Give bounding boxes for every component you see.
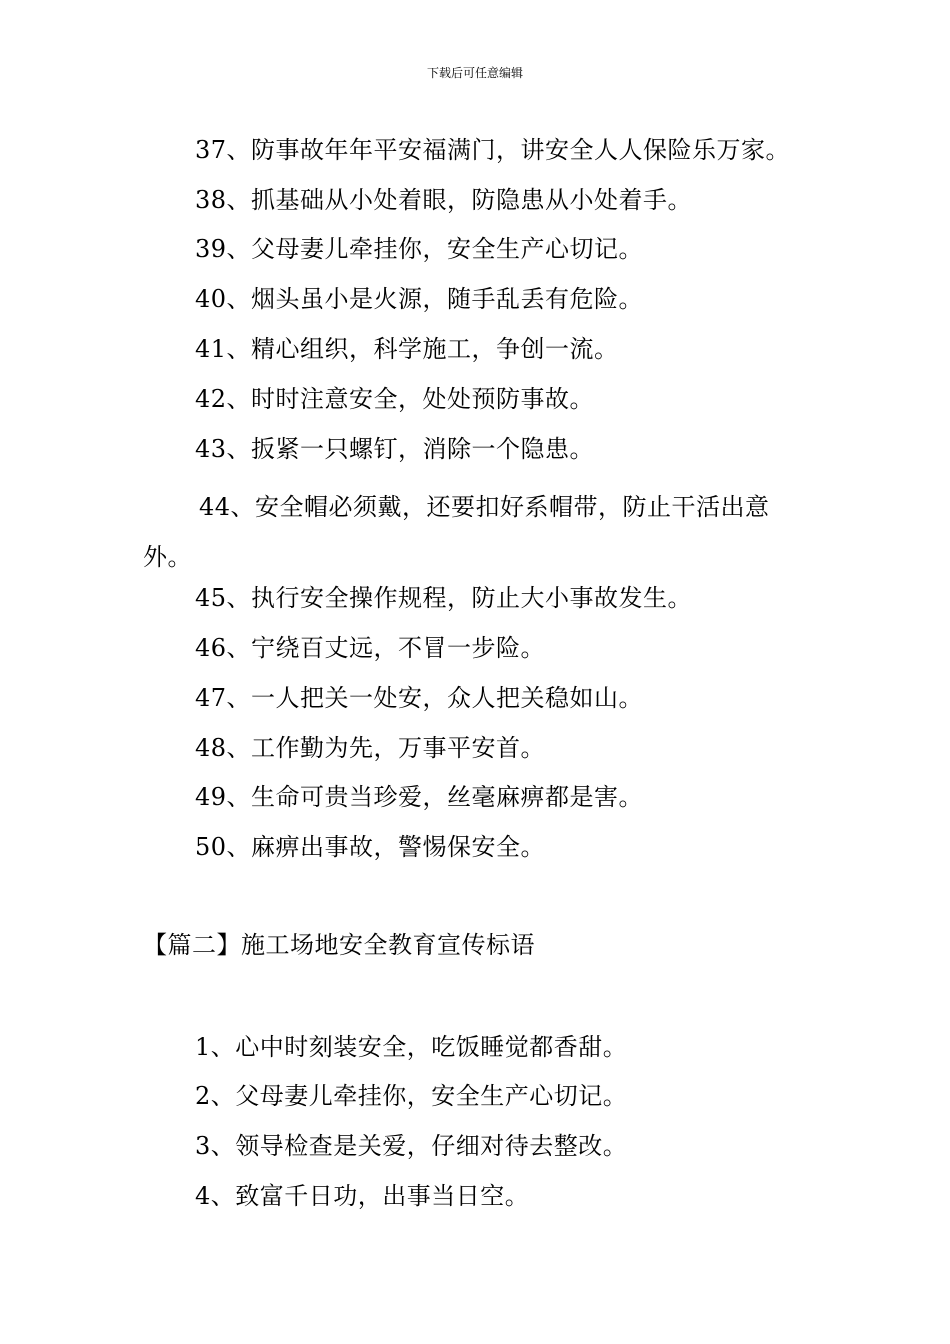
list-item: 40、烟头虽小是火源，随手乱丢有危险。 <box>195 285 644 313</box>
list-item: 38、抓基础从小处着眼，防隐患从小处着手。 <box>195 186 693 214</box>
list-item: 45、执行安全操作规程，防止大小事故发生。 <box>195 584 693 612</box>
list-item: 39、父母妻儿牵挂你，安全生产心切记。 <box>195 235 644 263</box>
list-item: 1、心中时刻装安全，吃饭睡觉都香甜。 <box>195 1033 628 1061</box>
list-item: 49、生命可贵当珍爱，丝毫麻痹都是害。 <box>195 783 644 811</box>
list-item: 37、防事故年年平安福满门，讲安全人人保险乐万家。 <box>195 136 791 164</box>
list-item: 50、麻痹出事故，警惕保安全。 <box>195 833 546 861</box>
list-item: 3、领导检查是关爱，仔细对待去整改。 <box>195 1132 628 1160</box>
list-item: 43、扳紧一只螺钉，消除一个隐患。 <box>195 435 595 463</box>
list-item: 46、宁绕百丈远，不冒一步险。 <box>195 634 546 662</box>
list-item: 44、安全帽必须戴，还要扣好系帽带，防止干活出意外。 <box>143 493 770 571</box>
list-item: 48、工作勤为先，万事平安首。 <box>195 734 546 762</box>
list-item: 41、精心组织，科学施工，争创一流。 <box>195 335 619 363</box>
section-title: 【篇二】施工场地安全教育宣传标语 <box>143 931 535 959</box>
list-item: 47、一人把关一处安，众人把关稳如山。 <box>195 684 644 712</box>
list-item: 2、父母妻儿牵挂你，安全生产心切记。 <box>195 1082 628 1110</box>
list-item: 4、致富千日功，出事当日空。 <box>195 1182 530 1210</box>
list-item: 42、时时注意安全，处处预防事故。 <box>195 385 595 413</box>
page-header-note: 下载后可任意编辑 <box>426 66 523 80</box>
